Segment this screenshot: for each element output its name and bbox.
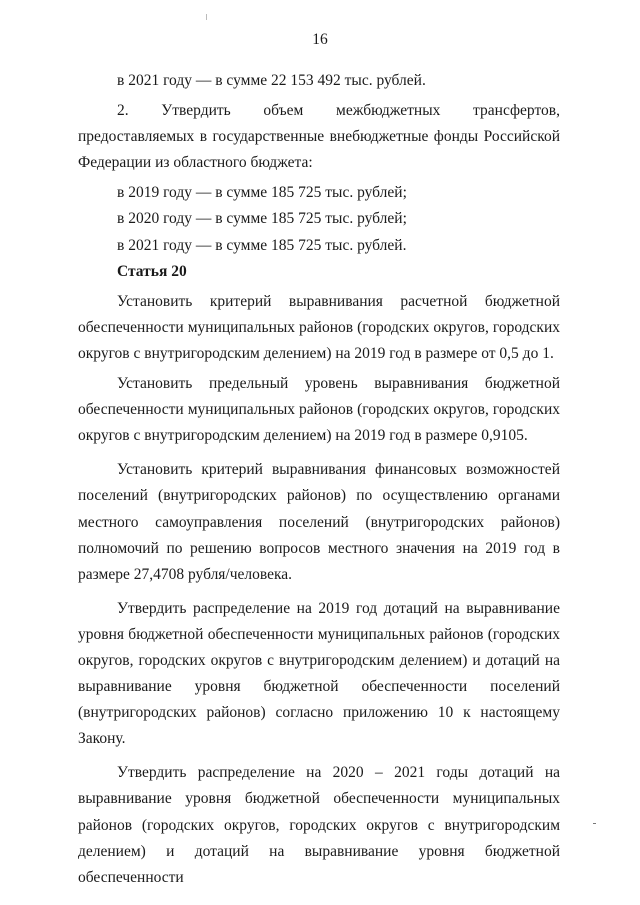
scan-artifact-dot	[593, 823, 596, 824]
paragraph-transfers-2021: в 2021 году — в сумме 185 725 тыс. рублей.	[117, 236, 407, 254]
document-body	[78, 68, 560, 891]
paragraph-2021-total: в 2021 году — в сумме 22 153 492 тыс. рублей.	[117, 72, 426, 89]
paragraph-transfers-2019: в 2019 году — в сумме 185 725 тыс. рублей;	[117, 184, 407, 202]
paragraph-distribution-2020-2021: Утвердить распределение на 2020 – 2021 годы дотаций на выравнивание уровня бюджетной обеспеченности муниципальных районов (городских округов, городских округов с внутригородским делением) и дотаций на выравнивание уровня бюджетной обеспеченности	[78, 764, 560, 886]
paragraph-distribution-2019: Утвердить распределение на 2019 год дотаций на выравнивание уровня бюджетной обеспеченности муниципальных районов (городских округов, городских округов с внутригородским делением) и дотаций на выравнивание уровня бюджетной обеспеченности поселений (внутригородских районов) согласно приложению 10 к настоящему Закону.	[78, 599, 560, 748]
paragraph-limit-level: Установить предельный уровень выравнивания бюджетной обеспеченности муниципальных районов (городских округов, городских округов с внутригородским делением) на 2019 год в размере 0,9105.	[78, 375, 560, 445]
scan-artifact-mark	[206, 14, 207, 20]
paragraph-transfers-2020: в 2020 году — в сумме 185 725 тыс. рублей;	[117, 210, 407, 228]
paragraph-transfers-intro: 2. Утвердить объем межбюджетных трансфертов, предоставляемых в государственные внебюджетные фонды Российской Федерации из областного бюджета:	[78, 102, 560, 172]
page-number: 16	[312, 31, 328, 48]
paragraph-criterion-financial: Установить критерий выравнивания финансовых возможностей поселений (внутригородских районов) по осуществлению органами местного самоуправления поселений (внутригородских районов) полномочий по решению вопросов местного значения на 2019 год в размере 27,4708 рубля/человека.	[78, 461, 560, 583]
article-heading: Статья 20	[117, 262, 187, 280]
paragraph-criterion-calc: Установить критерий выравнивания расчетной бюджетной обеспеченности муниципальных районов (городских округов, городских округов с внутригородским делением) на 2019 год в размере от 0,5 до 1.	[78, 292, 560, 362]
